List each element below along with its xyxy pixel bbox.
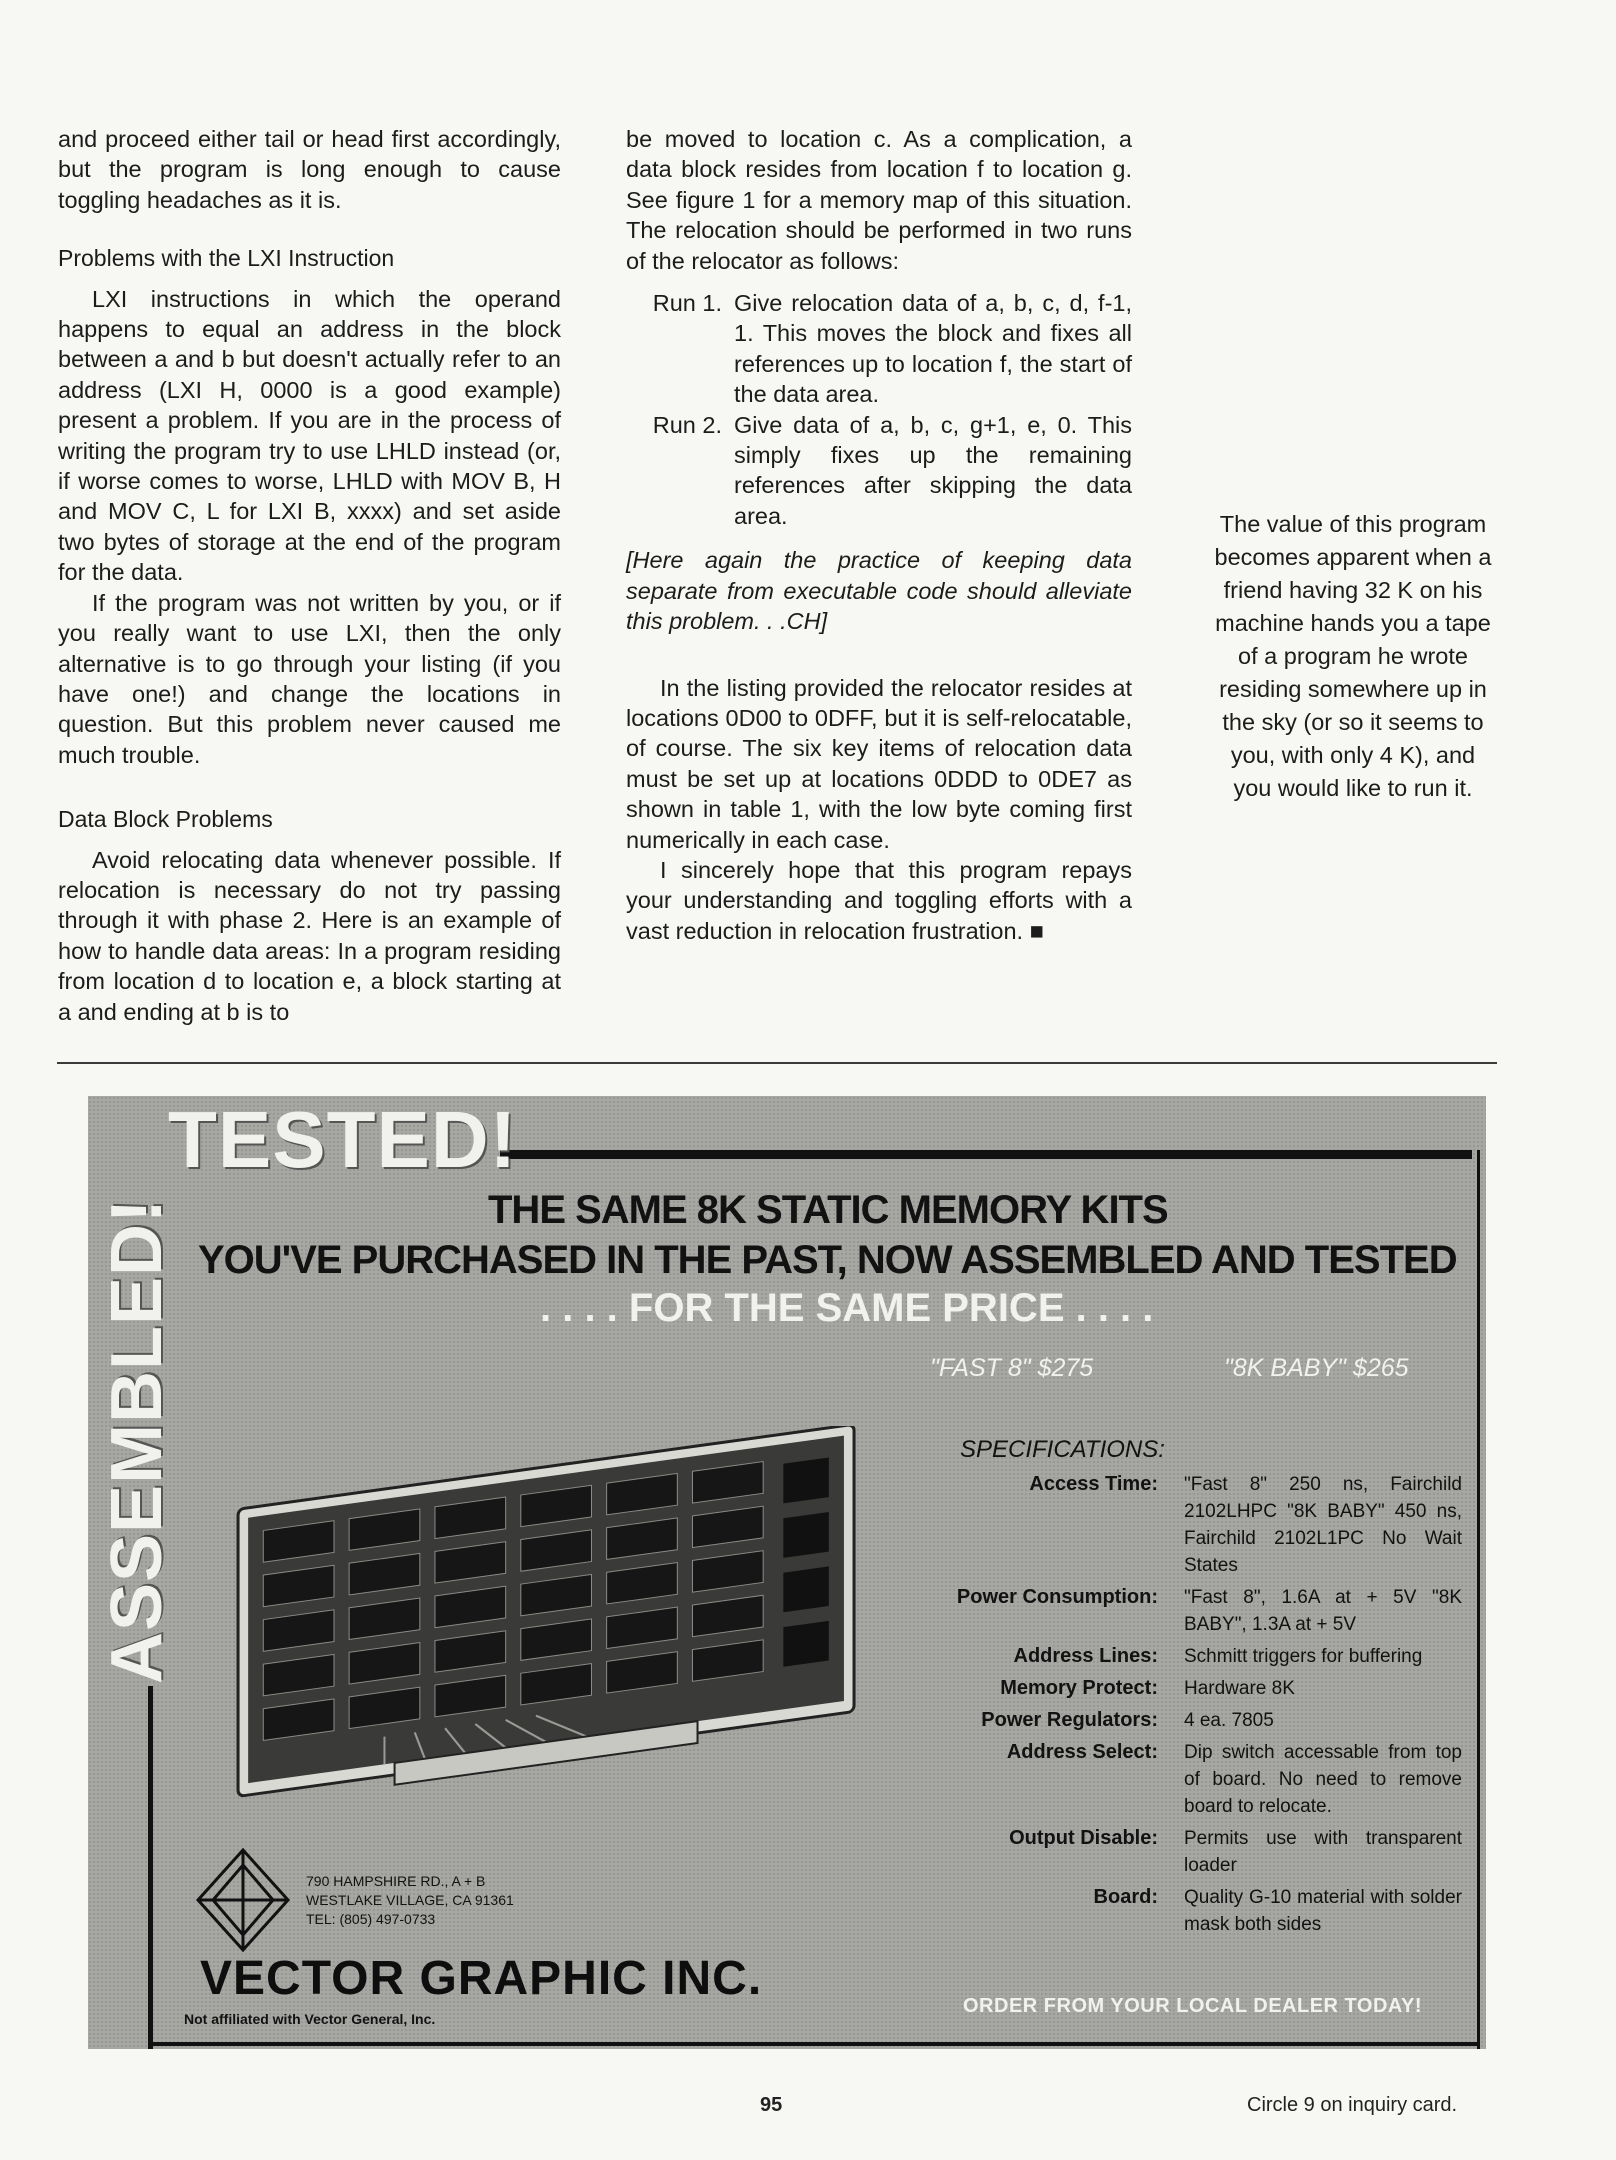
ad-frame-bottom-line: [150, 2042, 1480, 2046]
spec-row: [848, 1707, 1462, 1734]
spec-label: Power Regulators:: [981, 1709, 1158, 1731]
pull-quote: [1196, 508, 1510, 805]
spec-row: [848, 1471, 1462, 1579]
affiliation-note: Not affiliated with Vector General, Inc.: [184, 2011, 436, 2027]
spec-row: [848, 1825, 1462, 1879]
paragraph: LXI instructions in which the operand happens to equal an address in the block between a and b but doesn't actually refer to an address (LXI H, 0000 is a good example) present a problem. If you are in the process of writing the program try to use LHLD instead (or, if worse comes to worse, LHLD with MOV B, H and MOV C, L for LXI B, xxxx) and set aside two bytes of storage at the end of the program for the data.: [58, 285, 561, 586]
ad-frame-right-line: [1477, 1150, 1480, 2049]
ad-assembled-banner: ASSEMBLED!: [97, 1197, 177, 1684]
address-line: 790 HAMPSHIRE RD., A + B: [306, 1873, 486, 1889]
middle-column: [626, 124, 1132, 946]
spec-label: Board:: [1093, 1886, 1158, 1908]
ad-headline-3: . . . . FOR THE SAME PRICE . . . .: [540, 1286, 1154, 1330]
spec-label: Power Consumption:: [956, 1586, 1158, 1608]
specifications-title: SPECIFICATIONS:: [960, 1436, 1165, 1463]
spec-row: [848, 1675, 1462, 1702]
paragraph: [626, 855, 1132, 946]
spec-label: Access Time:: [1029, 1473, 1158, 1495]
specifications-list: [848, 1471, 1462, 1943]
phone-line: TEL: (805) 497-0733: [306, 1911, 436, 1927]
spec-value: "Fast 8" 250 ns, Fairchild 2102LHPC "8K BABY" 450 ns, Fairchild 2102L1PC No Wait States: [1184, 1474, 1462, 1576]
paragraph: be moved to location c. As a complication, a data block resides from location f to location g. See figure 1 for a memory map of this situation. The relocation should be performed in two runs of the relocator as follows:: [626, 126, 1132, 274]
run-text: Give data of a, b, c, g+1, e, 0. This simply fixes up the remaining references after skipping the data area.: [734, 411, 1132, 529]
run-step-1: [626, 288, 1132, 410]
paragraph: and proceed either tail or head first accordingly, but the program is long enough to cause toggling headaches as it is.: [58, 126, 561, 213]
spec-row: [848, 1884, 1462, 1938]
pull-quote-line: the sky (or so it seems to: [1222, 709, 1484, 735]
ad-headline-1: THE SAME 8K STATIC MEMORY KITS: [488, 1188, 1168, 1232]
section-heading-data-block: Data Block Problems: [58, 806, 273, 833]
pull-quote-line: The value of this program: [1219, 511, 1487, 537]
section-heading-lxi: Problems with the LXI Instruction: [58, 245, 395, 272]
closing-text: I sincerely hope that this program repays your understanding and toggling efforts with a vast reduction in relocation frustration.: [626, 856, 1132, 944]
vector-graphic-advertisement: [88, 1096, 1486, 2049]
ad-frame-left-line: [148, 1686, 153, 2049]
pull-quote-line: you, with only 4 K), and: [1230, 742, 1476, 768]
pull-quote-line: you would like to run it.: [1233, 775, 1473, 801]
paragraph: Avoid relocating data whenever possible. If relocation is necessary do not try passing through it with phase 2. Here is an example of how to handle data areas: In a program residing from location d to location e, a block starting at a and ending at b is to: [58, 846, 561, 1025]
pull-quote-line: of a program he wrote: [1238, 643, 1468, 669]
vector-graphic-logo-icon: [188, 1845, 298, 1955]
spec-label: Memory Protect:: [1000, 1677, 1158, 1699]
paragraph: In the listing provided the relocator resides at locations 0D00 to 0DFF, but it is self-relocatable, of course. The six key items of relocation data must be set up at locations 0DDD to 0DE7 as shown in table 1, with the low byte coming first numerically in each case.: [626, 674, 1132, 853]
pull-quote-line: becomes apparent when a: [1214, 544, 1492, 570]
spec-value: Hardware 8K: [1184, 1678, 1295, 1699]
pull-quote-line: residing somewhere up in: [1219, 676, 1487, 702]
company-address: [306, 1872, 514, 1929]
section-divider: [57, 1062, 1497, 1064]
inquiry-card-note: Circle 9 on inquiry card.: [1247, 2094, 1458, 2116]
page-number: 95: [760, 2094, 783, 2116]
spec-row: [848, 1739, 1462, 1820]
ad-frame-top-bar: [500, 1150, 1472, 1159]
spec-value: 4 ea. 7805: [1184, 1710, 1274, 1731]
memory-board-image: [196, 1426, 886, 1806]
paragraph: If the program was not written by you, or if you really want to use LXI, then the only alternative is to go through your listing (if you have one!) and change the locations in question. But this problem never caused me much trouble.: [58, 589, 561, 768]
spec-value: Schmitt triggers for buffering: [1184, 1646, 1423, 1667]
spec-value: "Fast 8", 1.6A at + 5V "8K BABY", 1.3A at + 5V: [1184, 1587, 1462, 1635]
price-fast8: "FAST 8" $275: [930, 1354, 1094, 1382]
order-call-to-action: ORDER FROM YOUR LOCAL DEALER TODAY!: [963, 1995, 1423, 2017]
ad-tested-banner: TESTED!: [168, 1096, 518, 1184]
address-line: WESTLAKE VILLAGE, CA 91361: [306, 1892, 514, 1908]
spec-label: Address Select:: [1006, 1741, 1158, 1763]
spec-value: Permits use with transparent loader: [1184, 1828, 1462, 1876]
pull-quote-line: friend having 32 K on his: [1223, 577, 1483, 603]
price-8k-baby: "8K BABY" $265: [1224, 1354, 1409, 1382]
run-label: Run 2.: [652, 411, 722, 438]
ad-headline-2: YOU'VE PURCHASED IN THE PAST, NOW ASSEMBLED AND TESTED: [198, 1238, 1457, 1282]
spec-value: Dip switch accessable from top of board. No need to remove board to relocate.: [1184, 1742, 1462, 1817]
spec-label: Address Lines:: [1013, 1645, 1158, 1667]
spec-value: Quality G-10 material with solder mask both sides: [1184, 1887, 1462, 1935]
run-label: Run 1.: [652, 290, 722, 317]
spec-row: [848, 1643, 1462, 1670]
editor-note: [Here again the practice of keeping data separate from executable code should alleviate this problem. . .CH]: [626, 547, 1132, 635]
company-name: VECTOR GRAPHIC INC.: [200, 1952, 763, 2005]
spec-row: [848, 1584, 1462, 1638]
spec-label: Output Disable:: [1009, 1827, 1158, 1849]
left-column: [58, 124, 561, 1027]
pull-quote-line: machine hands you a tape: [1215, 610, 1491, 636]
end-mark: ■: [1029, 917, 1044, 944]
run-step-2: [626, 410, 1132, 532]
run-text: Give relocation data of a, b, c, d, f-1, 1. This moves the block and fixes all references up to location f, the start of the data area.: [734, 290, 1132, 408]
